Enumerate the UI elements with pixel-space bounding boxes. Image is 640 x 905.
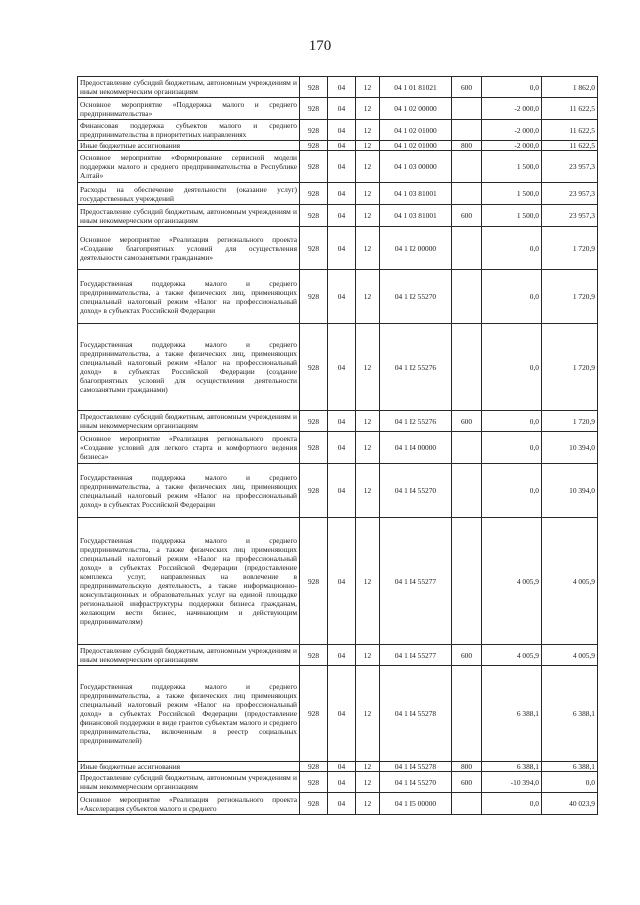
- cell-pr: 12: [356, 77, 380, 98]
- cell-rz: 04: [328, 98, 356, 120]
- table-row: [78, 324, 598, 411]
- cell-gr: 928: [300, 120, 328, 141]
- table-row: [78, 645, 598, 666]
- cell-rz: 04: [328, 77, 356, 98]
- table-row: [78, 518, 598, 645]
- cell-vr: [452, 151, 482, 183]
- cell-change: -2 000,0: [482, 120, 542, 141]
- cell-vr: [452, 183, 482, 205]
- cell-vr: [452, 324, 482, 411]
- cell-total: 4 005,9: [542, 518, 598, 645]
- budget-table-body: [78, 77, 598, 815]
- cell-change: -10 394,0: [482, 772, 542, 793]
- cell-name: Основное мероприятие «Реализация регионального проекта «Акселерация субъектов малого и среднего: [78, 793, 300, 815]
- cell-csr: 04 1 I4 55270: [380, 772, 452, 793]
- cell-change: 1 500,0: [482, 205, 542, 227]
- cell-rz: 04: [328, 762, 356, 772]
- cell-change: -2 000,0: [482, 141, 542, 151]
- cell-name: Основное мероприятие «Реализация регионального проекта «Создание условий для легкого старта и комфортного ведения бизнеса»: [78, 432, 300, 464]
- cell-gr: 928: [300, 762, 328, 772]
- table-row: [78, 432, 598, 464]
- cell-vr: 800: [452, 141, 482, 151]
- cell-gr: 928: [300, 141, 328, 151]
- cell-csr: 04 1 I2 55276: [380, 411, 452, 432]
- cell-rz: 04: [328, 645, 356, 666]
- cell-change: 4 005,9: [482, 645, 542, 666]
- cell-change: 0,0: [482, 793, 542, 815]
- cell-total: 23 957,3: [542, 151, 598, 183]
- cell-gr: 928: [300, 411, 328, 432]
- cell-gr: 928: [300, 183, 328, 205]
- cell-csr: 04 1 I4 55278: [380, 762, 452, 772]
- cell-csr: 04 1 I2 00000: [380, 227, 452, 270]
- cell-pr: 12: [356, 183, 380, 205]
- cell-name: Государственная поддержка малого и среднего предпринимательства, а также физических лиц применяющих специальный налоговый режим «Налог на профессиональный доход» в субъектах Российской Федерации (предоставление финансовой поддержки в виде грантов субъектам малого и среднего предпринимательства, включенным в реестр социальных предпринимателей): [78, 666, 300, 762]
- cell-pr: 12: [356, 411, 380, 432]
- cell-name: Предоставление субсидий бюджетным, автономным учреждениям и иным некоммерческим организациям: [78, 77, 300, 98]
- cell-rz: 04: [328, 324, 356, 411]
- cell-total: 10 394,0: [542, 464, 598, 518]
- cell-csr: 04 1 I4 55270: [380, 464, 452, 518]
- cell-name: Финансовая поддержка субъектов малого и среднего предпринимательства в приоритетных направлениях: [78, 120, 300, 141]
- cell-total: 0,0: [542, 772, 598, 793]
- cell-vr: 600: [452, 77, 482, 98]
- cell-gr: 928: [300, 98, 328, 120]
- cell-change: 1 500,0: [482, 183, 542, 205]
- cell-change: 6 388,1: [482, 762, 542, 772]
- cell-total: 1 720,9: [542, 324, 598, 411]
- cell-rz: 04: [328, 270, 356, 324]
- cell-name: Основное мероприятие «Поддержка малого и среднего предпринимательства»: [78, 98, 300, 120]
- cell-pr: 12: [356, 432, 380, 464]
- cell-pr: 12: [356, 666, 380, 762]
- table-row: [78, 98, 598, 120]
- cell-total: 1 720,9: [542, 227, 598, 270]
- table-row: [78, 227, 598, 270]
- table-row: [78, 183, 598, 205]
- cell-rz: 04: [328, 464, 356, 518]
- cell-pr: 12: [356, 141, 380, 151]
- cell-vr: [452, 793, 482, 815]
- table-row: [78, 464, 598, 518]
- table-row: [78, 120, 598, 141]
- table-row: [78, 666, 598, 762]
- cell-csr: 04 1 01 81021: [380, 77, 452, 98]
- cell-csr: 04 1 03 00000: [380, 151, 452, 183]
- cell-change: 0,0: [482, 227, 542, 270]
- cell-total: 6 388,1: [542, 762, 598, 772]
- cell-csr: 04 1 I2 55270: [380, 270, 452, 324]
- cell-csr: 04 1 I4 55277: [380, 645, 452, 666]
- cell-rz: 04: [328, 141, 356, 151]
- cell-total: 4 005,9: [542, 645, 598, 666]
- cell-pr: 12: [356, 645, 380, 666]
- cell-rz: 04: [328, 227, 356, 270]
- cell-pr: 12: [356, 772, 380, 793]
- cell-pr: 12: [356, 464, 380, 518]
- cell-csr: 04 1 02 01000: [380, 141, 452, 151]
- cell-total: 6 388,1: [542, 666, 598, 762]
- cell-gr: 928: [300, 270, 328, 324]
- cell-name: Основное мероприятие «Реализация регионального проекта «Создание благоприятных условий для осуществления деятельности самозанятыми гражданами»: [78, 227, 300, 270]
- cell-name: Предоставление субсидий бюджетным, автономным учреждениям и иным некоммерческим организациям: [78, 205, 300, 227]
- cell-gr: 928: [300, 77, 328, 98]
- cell-gr: 928: [300, 432, 328, 464]
- cell-pr: 12: [356, 793, 380, 815]
- cell-csr: 04 1 I4 55278: [380, 666, 452, 762]
- cell-name: Государственная поддержка малого и среднего предпринимательства, а также физических лиц, применяющих специальный налоговый режим «Налог на профессиональный доход» в субъектах Российской Федерации: [78, 464, 300, 518]
- cell-name: Расходы на обеспечение деятельности (оказание услуг) государственных учреждений: [78, 183, 300, 205]
- cell-vr: [452, 98, 482, 120]
- cell-vr: [452, 666, 482, 762]
- cell-gr: 928: [300, 324, 328, 411]
- cell-csr: 04 1 I2 55276: [380, 324, 452, 411]
- cell-pr: 12: [356, 324, 380, 411]
- cell-change: 6 388,1: [482, 666, 542, 762]
- table-row: [78, 762, 598, 772]
- table-row: [78, 411, 598, 432]
- cell-csr: 04 1 02 00000: [380, 98, 452, 120]
- cell-csr: 04 1 03 81001: [380, 205, 452, 227]
- cell-pr: 12: [356, 270, 380, 324]
- cell-rz: 04: [328, 793, 356, 815]
- cell-name: Государственная поддержка малого и среднего предпринимательства, а также физических лиц применяющих специальный налоговый режим «Налог на профессиональный доход» в субъектах Российской Федерации (предоставление комплекса услуг, направленных на вовлечение в предпринимательскую деятельность, а также информационно-консультационных и образовательных услуг на единой площадке региональной инфраструктуры поддержки бизнеса гражданам, желающим вести бизнес, начинающим и действующим предпринимателям): [78, 518, 300, 645]
- cell-pr: 12: [356, 205, 380, 227]
- cell-rz: 04: [328, 151, 356, 183]
- table-row: [78, 270, 598, 324]
- cell-change: 0,0: [482, 77, 542, 98]
- table-row: [78, 151, 598, 183]
- cell-rz: 04: [328, 205, 356, 227]
- cell-rz: 04: [328, 432, 356, 464]
- cell-total: 1 862,0: [542, 77, 598, 98]
- cell-vr: 600: [452, 205, 482, 227]
- cell-pr: 12: [356, 762, 380, 772]
- cell-vr: [452, 464, 482, 518]
- cell-rz: 04: [328, 518, 356, 645]
- cell-vr: 800: [452, 762, 482, 772]
- cell-pr: 12: [356, 98, 380, 120]
- cell-rz: 04: [328, 183, 356, 205]
- cell-gr: 928: [300, 772, 328, 793]
- cell-vr: 600: [452, 772, 482, 793]
- cell-pr: 12: [356, 151, 380, 183]
- table-row: [78, 793, 598, 815]
- cell-name: Иные бюджетные ассигнования: [78, 141, 300, 151]
- cell-name: Предоставление субсидий бюджетным, автономным учреждениям и иным некоммерческим организациям: [78, 772, 300, 793]
- cell-vr: [452, 432, 482, 464]
- cell-change: 4 005,9: [482, 518, 542, 645]
- budget-table: [77, 76, 598, 815]
- cell-rz: 04: [328, 411, 356, 432]
- cell-vr: 600: [452, 411, 482, 432]
- cell-change: 0,0: [482, 324, 542, 411]
- cell-rz: 04: [328, 120, 356, 141]
- cell-total: 23 957,3: [542, 205, 598, 227]
- cell-name: Иные бюджетные ассигнования: [78, 762, 300, 772]
- cell-change: 0,0: [482, 432, 542, 464]
- cell-csr: 04 1 I4 55277: [380, 518, 452, 645]
- cell-change: 0,0: [482, 411, 542, 432]
- cell-rz: 04: [328, 772, 356, 793]
- cell-csr: 04 1 I4 00000: [380, 432, 452, 464]
- cell-name: Основное мероприятие «Формирование сервисной модели поддержки малого и среднего предпринимательства в Республике Алтай»: [78, 151, 300, 183]
- table-row: [78, 77, 598, 98]
- cell-gr: 928: [300, 151, 328, 183]
- cell-gr: 928: [300, 227, 328, 270]
- cell-gr: 928: [300, 518, 328, 645]
- cell-name: Государственная поддержка малого и среднего предпринимательства, а также физических лиц, применяющих специальный налоговый режим «Налог на профессиональный доход» в субъектах Российской Федерации (создание благоприятных условий для осуществления деятельности самозанятыми гражданами): [78, 324, 300, 411]
- cell-gr: 928: [300, 793, 328, 815]
- cell-csr: 04 1 I5 00000: [380, 793, 452, 815]
- cell-pr: 12: [356, 518, 380, 645]
- cell-change: -2 000,0: [482, 98, 542, 120]
- cell-total: 11 622,5: [542, 141, 598, 151]
- table-row: [78, 205, 598, 227]
- cell-name: Государственная поддержка малого и среднего предпринимательства, а также физических лиц, применяющих специальный налоговый режим «Налог на профессиональный доход» в субъектах Российской Федерации: [78, 270, 300, 324]
- cell-csr: 04 1 03 81001: [380, 183, 452, 205]
- cell-name: Предоставление субсидий бюджетным, автономным учреждениям и иным некоммерческим организациям: [78, 411, 300, 432]
- cell-total: 40 023,9: [542, 793, 598, 815]
- cell-vr: [452, 270, 482, 324]
- table-row: [78, 141, 598, 151]
- cell-gr: 928: [300, 666, 328, 762]
- cell-change: 0,0: [482, 270, 542, 324]
- cell-vr: [452, 227, 482, 270]
- cell-pr: 12: [356, 227, 380, 270]
- cell-vr: [452, 120, 482, 141]
- cell-gr: 928: [300, 645, 328, 666]
- cell-name: Предоставление субсидий бюджетным, автономным учреждениям и иным некоммерческим организациям: [78, 645, 300, 666]
- cell-total: 23 957,3: [542, 183, 598, 205]
- cell-total: 10 394,0: [542, 432, 598, 464]
- cell-change: 0,0: [482, 464, 542, 518]
- cell-pr: 12: [356, 120, 380, 141]
- table-row: [78, 772, 598, 793]
- page-number: 170: [308, 38, 332, 54]
- cell-vr: [452, 518, 482, 645]
- cell-total: 1 720,9: [542, 411, 598, 432]
- cell-rz: 04: [328, 666, 356, 762]
- cell-csr: 04 1 02 01000: [380, 120, 452, 141]
- cell-total: 11 622,5: [542, 120, 598, 141]
- cell-vr: 600: [452, 645, 482, 666]
- cell-total: 11 622,5: [542, 98, 598, 120]
- cell-gr: 928: [300, 205, 328, 227]
- cell-gr: 928: [300, 464, 328, 518]
- cell-total: 1 720,9: [542, 270, 598, 324]
- cell-change: 1 500,0: [482, 151, 542, 183]
